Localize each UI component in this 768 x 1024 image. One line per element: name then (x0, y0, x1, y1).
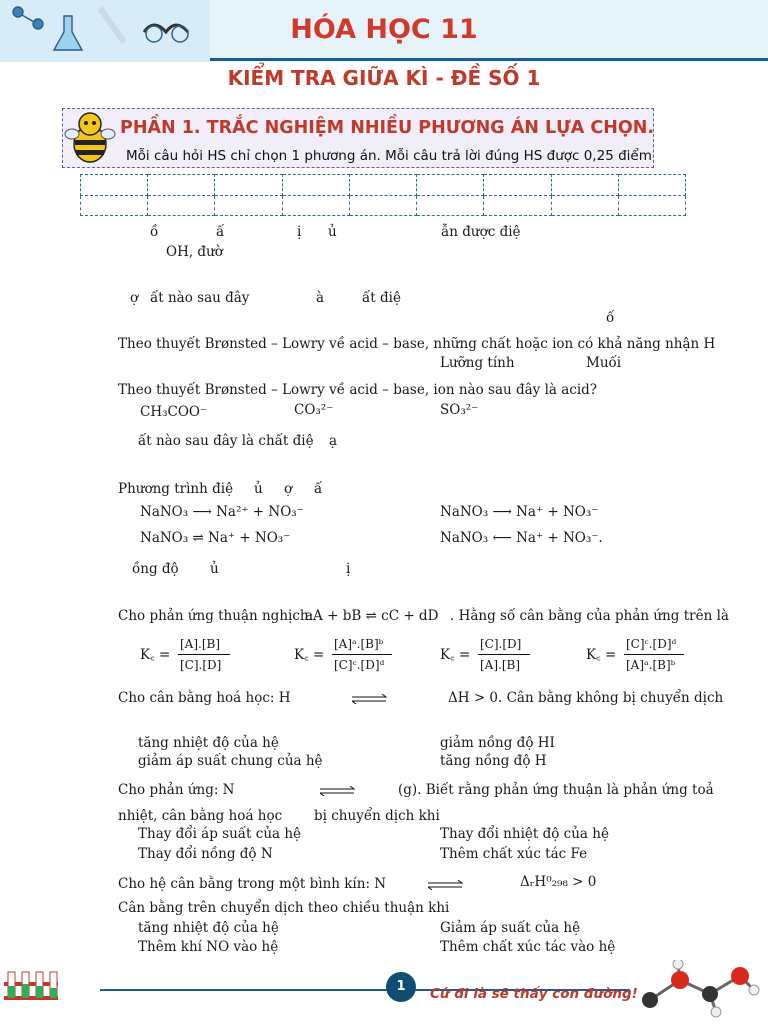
equilibrium-arrow-icon (428, 880, 464, 890)
answer-cell (148, 195, 215, 216)
option-text: Giảm áp suất của hệ (440, 920, 581, 936)
formula: [A].[B] (480, 658, 521, 672)
fragment: OH, đườ (166, 244, 223, 260)
option-text: giảm áp suất chung của hệ (138, 753, 323, 769)
option-text: Thay đổi nồng độ N (138, 846, 273, 862)
formula: SO₃²⁻ (440, 402, 479, 418)
fragment: ợ (130, 290, 139, 306)
answer-cell (484, 175, 551, 196)
answer-cell (215, 195, 282, 216)
fraction-bar (332, 654, 392, 655)
answer-grid-row (81, 175, 686, 196)
option-text: Thêm chất xúc tác Fe (440, 846, 588, 862)
molecule-model-icon (630, 960, 760, 1020)
option-text: Muối (586, 355, 622, 371)
answer-cell (148, 175, 215, 196)
answer-cell (349, 195, 416, 216)
fraction-bar (478, 654, 530, 655)
answer-cell (484, 195, 551, 216)
bee-mascot-icon (64, 110, 116, 166)
book-title: HÓA HỌC 11 (290, 14, 478, 45)
formula: NaNO₃ ⟶ Na⁺ + NO₃⁻ (440, 504, 599, 520)
fragment: ủ (210, 561, 219, 577)
question-text: bị chuyển dịch khi (314, 808, 440, 824)
question-text: Cho phản ứng thuận nghịch: (118, 608, 314, 624)
fragment: ồng độ (132, 561, 179, 577)
formula: aA + bB ⇌ cC + dD (305, 608, 439, 624)
formula: [A].[B] (180, 637, 221, 651)
fragment: ị (346, 561, 351, 577)
option-text: giảm nồng độ HI (440, 735, 555, 751)
formula: K꜀ = (294, 647, 325, 663)
fragment: ấ (216, 224, 225, 240)
option-text: tăng nồng độ H (440, 753, 547, 769)
fragment: ất nào sau đây là chất điệ (138, 433, 314, 449)
equilibrium-arrow-icon (352, 694, 388, 704)
question-text: (g). Biết rằng phản ứng thuận là phản ứng toả (398, 782, 714, 798)
answer-cell (81, 195, 148, 216)
exam-title: KIỂM TRA GIỮA KÌ - ĐỀ SỐ 1 (227, 66, 541, 90)
answer-cell (215, 175, 282, 196)
formula: [C]ᶜ.[D]ᵈ (626, 637, 677, 651)
fragment: ố (606, 310, 615, 326)
answer-cell (417, 195, 484, 216)
formula: [A]ᵃ.[B]ᵇ (334, 637, 384, 651)
formula: CO₃²⁻ (294, 402, 334, 418)
fragment: Phương trình điệ (118, 481, 234, 497)
option-text: Thêm chất xúc tác vào hệ (440, 939, 616, 955)
formula: CH₃COO⁻ (140, 404, 208, 420)
fraction-bar (178, 654, 230, 655)
formula: [A]ᵃ.[B]ᵇ (626, 658, 676, 672)
equilibrium-arrow-icon (320, 786, 356, 796)
footer-slogan: Cứ đi là sẽ thấy con đường! (430, 986, 638, 1002)
formula: NaNO₃ ⇌ Na⁺ + NO₃⁻ (140, 530, 291, 546)
fragment: ất điệ (362, 290, 401, 306)
question-text: Theo thuyết Brønsted – Lowry về acid – base, ion nào sau đây là acid? (118, 382, 598, 398)
answer-cell (551, 195, 618, 216)
fragment: ủ (254, 481, 263, 497)
option-text: Thay đổi áp suất của hệ (138, 826, 302, 842)
option-text: tăng nhiệt độ của hệ (138, 735, 279, 751)
fraction-bar (624, 654, 684, 655)
answer-cell (282, 175, 349, 196)
formula: ΔᵣH⁰₂₉₈ > 0 (520, 874, 597, 890)
answer-cell (81, 175, 148, 196)
formula: [C]ᶜ.[D]ᵈ (334, 658, 385, 672)
question-text: nhiệt, cân bằng hoá học (118, 808, 283, 824)
fragment: ẫn được điệ (441, 224, 521, 240)
fragment: ị (297, 224, 302, 240)
formula: K꜀ = (140, 647, 171, 663)
banner-rule (210, 58, 768, 61)
answer-cell (349, 175, 416, 196)
page-number: 1 (386, 972, 416, 1002)
option-text: Lưỡng tính (440, 355, 515, 371)
fragment: ợ (284, 481, 293, 497)
question-text: Theo thuyết Brønsted – Lowry về acid – base, những chất hoặc ion có khả năng nhận H (118, 336, 716, 352)
answer-grid-row (81, 195, 686, 216)
fragment: ất nào sau đây (150, 290, 250, 306)
formula: [C].[D] (180, 658, 222, 672)
fragment: ủ (328, 224, 337, 240)
option-text: tăng nhiệt độ của hệ (138, 920, 279, 936)
question-text: Cho hệ cân bằng trong một bình kín: N (118, 876, 387, 892)
question-text: . Hằng số cân bằng của phản ứng trên là (450, 608, 729, 624)
formula: NaNO₃ ⟵ Na⁺ + NO₃⁻. (440, 530, 603, 546)
fragment: ấ (314, 481, 323, 497)
section-instruction: Mỗi câu hỏi HS chỉ chọn 1 phương án. Mỗi câu trả lời đúng HS được 0,25 điểm (126, 148, 652, 164)
option-text: Thay đổi nhiệt độ của hệ (440, 826, 609, 842)
answer-cell (282, 195, 349, 216)
answer-cell (618, 175, 685, 196)
answer-cell (618, 195, 685, 216)
test-tube-rack-icon (2, 968, 62, 1002)
section-heading: PHẦN 1. TRẮC NGHIỆM NHIỀU PHƯƠNG ÁN LỰA CHỌN. (120, 118, 655, 138)
question-text: Cân bằng trên chuyển dịch theo chiều thuận khi (118, 900, 450, 916)
fragment: ạ (329, 433, 338, 449)
formula: [C].[D] (480, 637, 522, 651)
fragment: à (316, 290, 325, 306)
option-text: Thêm khí NO vào hệ (138, 939, 279, 955)
formula: K꜀ = (586, 647, 617, 663)
question-text: Cho phản ứng: N (118, 782, 235, 798)
formula: K꜀ = (440, 647, 471, 663)
question-text: Cho cân bằng hoá học: H (118, 690, 291, 706)
fragment: ồ (150, 224, 159, 240)
question-text: ΔH > 0. Cân bằng không bị chuyển dịch (448, 690, 724, 706)
formula: NaNO₃ ⟶ Na²⁺ + NO₃⁻ (140, 504, 304, 520)
answer-grid (80, 174, 686, 216)
answer-cell (417, 175, 484, 196)
answer-cell (551, 175, 618, 196)
